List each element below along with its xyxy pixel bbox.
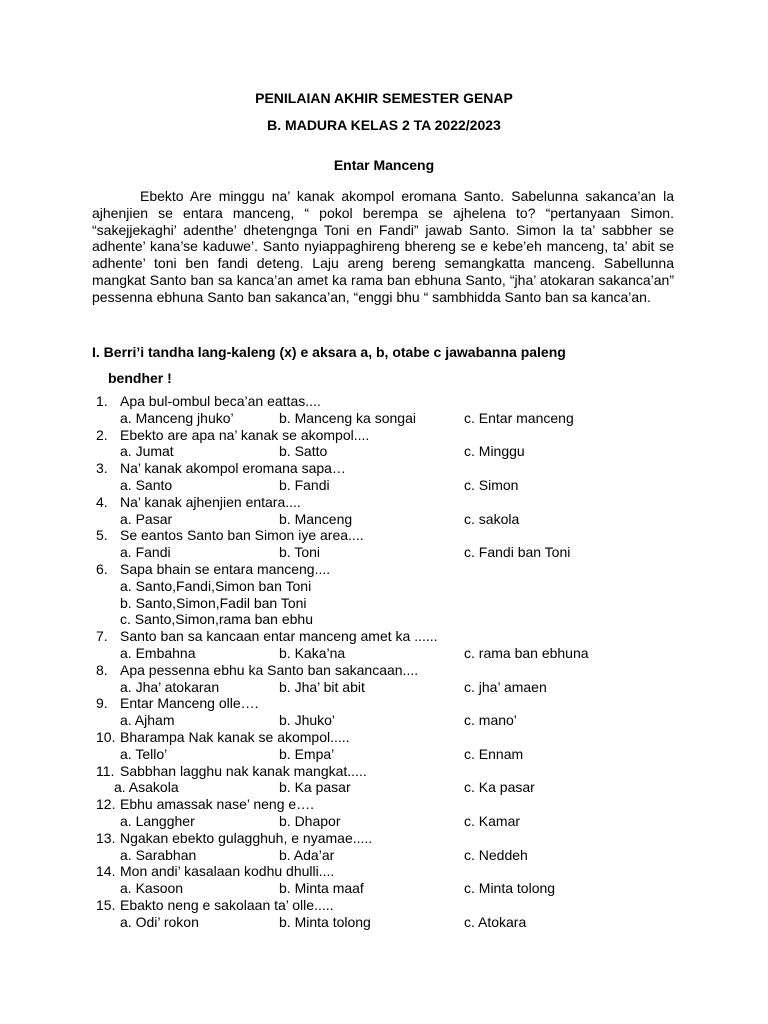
question-text: Apa pessenna ebhu ka Santo ban sakancaan.... <box>120 661 419 678</box>
question-list <box>0 393 768 931</box>
answer-option-b: b. Ada’ar <box>279 846 335 863</box>
answer-option-c: c. Neddeh <box>464 846 528 863</box>
question-item <box>0 561 768 578</box>
option-row <box>0 779 768 796</box>
option-row <box>0 847 768 864</box>
answer-option-a: a. Asakola <box>114 779 179 796</box>
question-text: Na’ kanak ajhenjien entara.... <box>120 493 301 510</box>
answer-option-b: b. Toni <box>279 544 320 561</box>
question-number: 12. <box>96 796 116 813</box>
instruction-line-1: I. Berri’i tandha lang-kaleng (x) e aksara a, b, otabe c jawabanna paleng <box>92 344 566 360</box>
reading-passage: Ebekto Are minggu na’ kanak akompol eromana Santo. Sabelunna sakanca’an la ajhenjien se entara manceng, “ pokol berempa se ajhelena to? “pertanyaan Simon. “sakejjekaghi’ adenthe’ dhetengnga Toni en Fandi” jawab Santo. Simon la ta’ sabbher se adhente’ kana’se kaduwe’. Santo nyiappaghireng bhereng se e kebe’eh manceng, ta’ abit se adhente’ toni ben fandi deteng. Laju areng bereng semangkatta manceng. Sabellunna mangkat Santo ban sa kanca’an amet ka rama ban ebhuna Santo, “jha’ atokaran sakanca’an” pessenna ebhuna Santo ban sakanca’an, “enggi bhu “ sambhidda Santo ban sa kanca’an. <box>92 188 674 305</box>
question-item <box>0 796 768 813</box>
question-number: 2. <box>96 426 108 443</box>
answer-option-b: b. Kaka’na <box>279 644 346 661</box>
question-text: Ebakto neng e sakolaan ta’ olle..... <box>120 896 334 913</box>
answer-option-c: c. sakola <box>464 510 520 527</box>
question-text: Na’ kanak akompol eromana sapa… <box>120 460 346 477</box>
option-row <box>0 712 768 729</box>
question-item <box>0 527 768 544</box>
option-row <box>0 578 768 595</box>
answer-option-a: a. Santo <box>120 476 173 493</box>
question-item <box>0 897 768 914</box>
option-row <box>0 595 768 612</box>
question-number: 15. <box>96 896 116 913</box>
answer-option-b: b. Empa’ <box>279 745 335 762</box>
answer-option-a: a. Manceng jhuko’ <box>120 409 234 426</box>
question-text: Bharampa Nak kanak se akompol..... <box>120 728 350 745</box>
option-row <box>0 645 768 662</box>
answer-option-c: c. mano’ <box>464 712 517 729</box>
answer-option-b: b. Fandi <box>279 476 330 493</box>
question-text: Entar Manceng olle…. <box>120 695 259 712</box>
question-number: 9. <box>96 695 108 712</box>
answer-option-a: a. Jumat <box>120 443 174 460</box>
exam-title: PENILAIAN AKHIR SEMESTER GENAP <box>255 90 513 106</box>
question-item <box>0 695 768 712</box>
option-row <box>0 880 768 897</box>
exam-subtitle: B. MADURA KELAS 2 TA 2022/2023 <box>267 117 501 133</box>
option-row <box>0 477 768 494</box>
question-item <box>0 427 768 444</box>
question-item <box>0 460 768 477</box>
question-text: Sapa bhain se entara manceng.... <box>120 560 331 577</box>
question-text: Sabbhan lagghu nak kanak mangkat..... <box>120 762 367 779</box>
option-row <box>0 410 768 427</box>
passage-title: Entar Manceng <box>333 157 435 173</box>
question-item <box>0 729 768 746</box>
option-row <box>0 679 768 696</box>
answer-option-a: a. Embahna <box>120 644 196 661</box>
option-row <box>0 813 768 830</box>
question-text: Ebhu amassak nase’ neng e…. <box>120 796 315 813</box>
question-number: 11. <box>96 762 115 779</box>
answer-option-c: c. Minggu <box>464 443 525 460</box>
option-row <box>0 511 768 528</box>
answer-option: a. Santo,Fandi,Simon ban Toni <box>120 577 312 594</box>
question-item <box>0 662 768 679</box>
answer-option-c: c. jha’ amaen <box>464 678 547 695</box>
question-number: 14. <box>96 863 116 880</box>
question-number: 10. <box>96 728 116 745</box>
answer-option-c: c. Minta tolong <box>464 880 556 897</box>
answer-option-c: c. Fandi ban Toni <box>464 544 571 561</box>
question-text: Ebekto are apa na’ kanak se akompol.... <box>120 426 370 443</box>
answer-option-b: b. Manceng <box>279 510 353 527</box>
question-item <box>0 393 768 410</box>
question-number: 4. <box>96 493 108 510</box>
answer-option-c: c. Ennam <box>464 745 524 762</box>
question-text: Apa bul-ombul beca’an eattas.... <box>120 393 321 409</box>
option-row <box>0 544 768 561</box>
option-row <box>0 746 768 763</box>
answer-option-a: a. Jha’ atokaran <box>120 678 220 695</box>
answer-option-b: b. Ka pasar <box>279 779 351 796</box>
question-number: 7. <box>96 628 108 645</box>
question-item <box>0 863 768 880</box>
question-number: 13. <box>96 829 116 846</box>
answer-option-a: a. Kasoon <box>120 880 184 897</box>
option-row <box>0 914 768 931</box>
question-text: Ngakan ebekto gulagghuh, e nyamae..... <box>120 829 373 846</box>
answer-option-a: a. Tello’ <box>120 745 168 762</box>
answer-option-b: b. Minta tolong <box>279 913 371 930</box>
option-row <box>0 611 768 628</box>
answer-option-c: c. rama ban ebhuna <box>464 644 589 661</box>
question-number: 1. <box>96 393 108 409</box>
question-item <box>0 494 768 511</box>
option-row <box>0 443 768 460</box>
answer-option-b: b. Satto <box>279 443 328 460</box>
answer-option-a: a. Odi’ rokon <box>120 913 199 930</box>
answer-option-c: c. Kamar <box>464 812 521 829</box>
answer-option-a: a. Ajham <box>120 712 175 729</box>
answer-option-b: b. Manceng ka songai <box>279 409 416 426</box>
question-item <box>0 830 768 847</box>
answer-option-c: c. Atokara <box>464 913 527 930</box>
question-number: 3. <box>96 460 108 477</box>
question-text: Se eantos Santo ban Simon iye area.... <box>120 527 364 544</box>
answer-option-c: c. Simon <box>464 476 519 493</box>
answer-option-b: b. Jha’ bit abit <box>279 678 365 695</box>
instruction-line-2: bendher ! <box>108 370 172 386</box>
answer-option: c. Santo,Simon,rama ban ebhu <box>120 611 314 628</box>
answer-option-b: b. Minta maaf <box>279 880 364 897</box>
answer-option-a: a. Langgher <box>120 812 195 829</box>
question-text: Mon andi’ kasalaan kodhu dhulli.... <box>120 863 335 880</box>
question-text: Santo ban sa kancaan entar manceng amet ka ...... <box>120 628 438 645</box>
question-number: 5. <box>96 527 108 544</box>
question-item <box>0 628 768 645</box>
answer-option-b: b. Dhapor <box>279 812 341 829</box>
answer-option-a: a. Sarabhan <box>120 846 197 863</box>
answer-option-c: c. Ka pasar <box>464 779 535 796</box>
question-item <box>0 763 768 780</box>
question-number: 8. <box>96 661 108 678</box>
question-number: 6. <box>96 560 108 577</box>
answer-option: b. Santo,Simon,Fadil ban Toni <box>120 594 307 611</box>
answer-option-a: a. Fandi <box>120 544 171 561</box>
answer-option-c: c. Entar manceng <box>464 409 574 426</box>
answer-option-b: b. Jhuko’ <box>279 712 336 729</box>
answer-option-a: a. Pasar <box>120 510 173 527</box>
